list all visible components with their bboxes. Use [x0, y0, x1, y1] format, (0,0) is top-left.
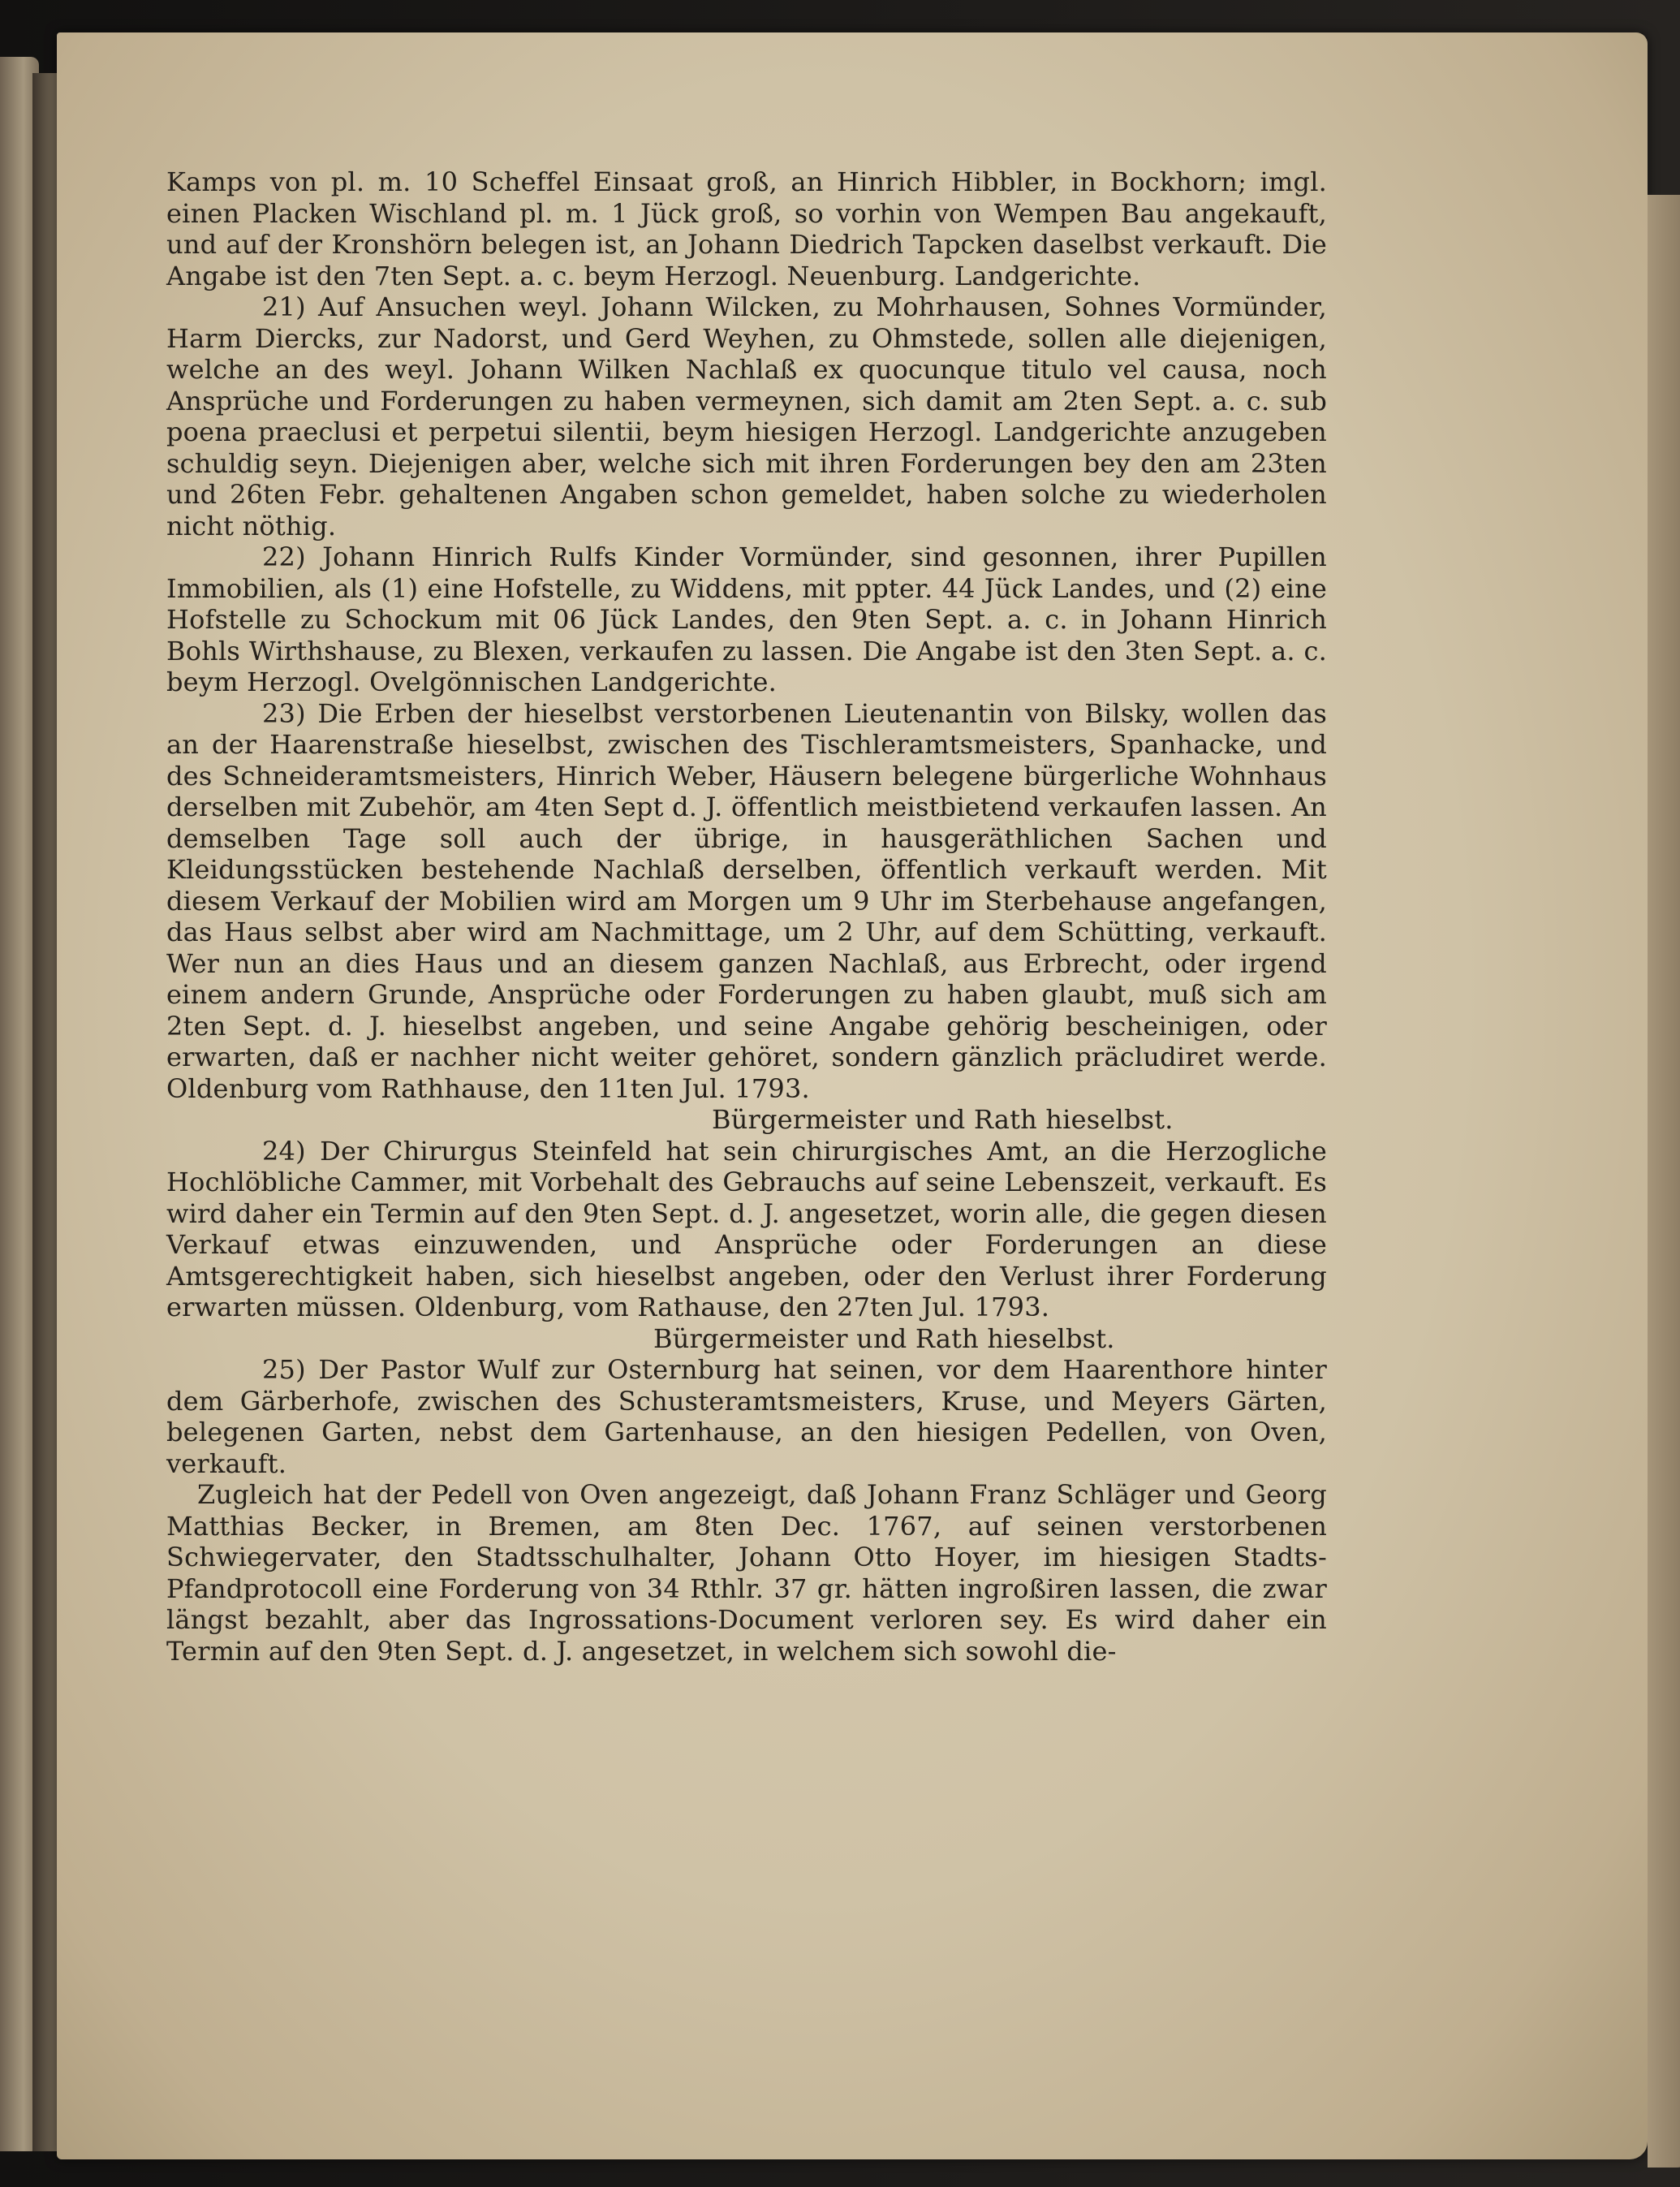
- paragraph-25-addendum: Zugleich hat der Pedell von Oven angezeigt, daß Johann Franz Schläger und Georg Matthias Becker, in Bremen, am 8ten Dec. 1767, auf seinen verstorbenen Schwiegervater, den Stadtsschulhalter, Johann Otto Hoyer, im hiesigen Stadts-Pfandprotocoll eine Forderung von 34 Rthlr. 37 gr. hätten ingroßiren lassen, die zwar längst bezahlt, aber das Ingrossations-Document verloren sey. Es wird daher ein Termin auf den 9ten Sept. d. J. angesetzet, in welchem sich sowohl die-: [166, 1479, 1327, 1667]
- page-stack-edge: [1648, 195, 1680, 2168]
- paragraph-22: 22) Johann Hinrich Rulfs Kinder Vormünder, sind gesonnen, ihrer Pupillen Immobilien, als (1) eine Hofstelle, zu Widdens, mit ppter. 44 Jück Landes, und (2) eine Hofstelle zu Schockum mit 06 Jück Landes, den 9ten Sept. a. c. in Johann Hinrich Bohls Wirthshause, zu Blexen, verkaufen zu lassen. Die Angabe ist den 3ten Sept. a. c. beym Herzogl. Ovelgönnischen Landgerichte.: [166, 541, 1327, 697]
- paragraph-25: 25) Der Pastor Wulf zur Osternburg hat seinen, vor dem Haarenthore hinter dem Gärberhofe, zwischen des Schusteramtsmeisters, Kruse, und Meyers Gärten, belegenen Garten, nebst dem Gartenhause, an den hiesigen Pedellen, von Oven, verkauft.: [166, 1354, 1327, 1479]
- paragraph-20-continued: Kamps von pl. m. 10 Scheffel Einsaat groß, an Hinrich Hibbler, in Bockhorn; imgl. einen Placken Wischland pl. m. 1 Jück groß, so vorhin von Wempen Bau angekauft, und auf der Kronshörn belegen ist, an Johann Diedrich Tapcken daselbst verkauft. Die Angabe ist den 7ten Sept. a. c. beym Herzogl. Neuenburg. Landgerichte.: [166, 166, 1327, 291]
- signature-24: Bürgermeister und Rath hieselbst.: [653, 1322, 1115, 1354]
- signature-23: Bürgermeister und Rath hieselbst.: [712, 1104, 1174, 1135]
- paragraph-23: 23) Die Erben der hieselbst verstorbenen Lieutenantin von Bilsky, wollen das an der Haarenstraße hieselbst, zwischen des Tischleramtsmeisters, Spanhacke, und des Schneideramtsmeisters, Hinrich Weber, Häusern belegene bürgerliche Wohnhaus derselben mit Zubehör, am 4ten Sept d. J. öffentlich meistbietend verkaufen lassen. An demselben Tage soll auch der übrige, in hausgeräthlichen Sachen und Kleidungsstücken bestehende Nachlaß derselben, öffentlich verkauft werden. Mit diesem Verkauf der Mobilien wird am Morgen um 9 Uhr im Sterbehause angefangen, das Haus selbst aber wird am Nachmittage, um 2 Uhr, auf dem Schütting, verkauft. Wer nun an dies Haus und an diesem ganzen Nachlaß, aus Erbrecht, oder irgend einem andern Grunde, Ansprüche oder Forderungen zu haben glaubt, muß sich am 2ten Sept. d. J. hieselbst angeben, und seine Angabe gehörig bescheinigen, oder erwarten, daß er nachher nicht weiter gehöret, sondern gänzlich präcludiret werde. Oldenburg vom Rathhause, den 11ten Jul. 1793.: [166, 697, 1327, 1104]
- page-text: [166, 166, 1327, 1667]
- paragraph-24: 24) Der Chirurgus Steinfeld hat sein chirurgisches Amt, an die Herzogliche Hochlöbliche Cammer, mit Vorbehalt des Gebrauchs auf seine Lebenszeit, verkauft. Es wird daher ein Termin auf den 9ten Sept. d. J. angesetzet, worin alle, die gegen diesen Verkauf etwas einzuwenden, und Ansprüche oder Forderungen an diese Amtsgerechtigkeit haben, sich hieselbst angeben, oder den Verlust ihrer Forderung erwarten müssen. Oldenburg, vom Rathause, den 27ten Jul. 1793.: [166, 1135, 1327, 1322]
- paragraph-21: 21) Auf Ansuchen weyl. Johann Wilcken, zu Mohrhausen, Sohnes Vormünder, Harm Diercks, zur Nadorst, und Gerd Weyhen, zu Ohmstede, sollen alle diejenigen, welche an des weyl. Johann Wilken Nachlaß ex quocunque titulo vel causa, noch Ansprüche und Forderungen zu haben vermeynen, sich damit am 2ten Sept. a. c. sub poena praeclusi et perpetui silentii, beym hiesigen Herzogl. Landgerichte anzugeben schuldig seyn. Diejenigen aber, welche sich mit ihren Forderungen bey den am 23ten und 26ten Febr. gehaltenen Angaben schon gemeldet, haben solche zu wiederholen nicht nöthig.: [166, 291, 1327, 541]
